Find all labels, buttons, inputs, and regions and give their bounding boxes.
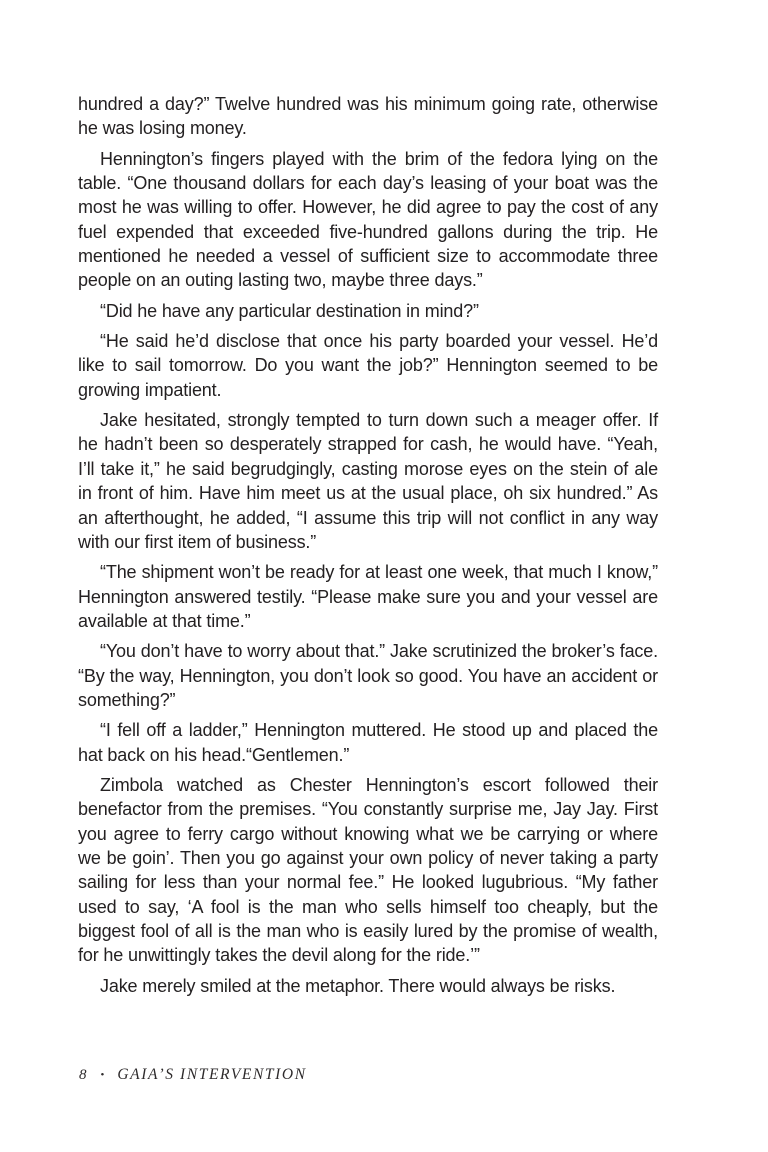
- page-footer: [79, 1066, 307, 1084]
- paragraph: Jake hesitated, strongly tempted to turn down such a meager offer. If he hadn’t been so desperately strapped for cash, he would have. “Yeah, I’ll take it,” he said begrudgingly, casting morose eyes on the stein of ale in front of him. Have him meet us at the usual place, oh six hundred.” As an afterthought, he added, “I assume this trip will not conflict in any way with our first item of business.”: [78, 410, 658, 552]
- paragraph: “The shipment won’t be ready for at least one week, that much I know,” Hennington answered testily. “Please make sure you and your vessel are available at that time.”: [78, 562, 658, 631]
- paragraph: “He said he’d disclose that once his party boarded your vessel. He’d like to sail tomorrow. Do you want the job?” Hennington seemed to be growing impatient.: [78, 331, 658, 400]
- paragraph: “You don’t have to worry about that.” Jake scrutinized the broker’s face. “By the way, Hennington, you don’t look so good. You have an accident or something?”: [78, 641, 658, 710]
- paragraph: “Did he have any particular destination in mind?”: [100, 300, 479, 321]
- page-body-text: [78, 92, 658, 1004]
- paragraph: Zimbola watched as Chester Hennington’s escort followed their benefactor from the premises. “You constantly surprise me, Jay Jay. First you agree to ferry cargo without knowing what we be carrying or where we be goin’. Then you go against your own policy of never taking a party sailing for less than your normal fee.” He looked lugubrious. “My father used to say, ‘A fool is the man who sells himself too cheaply, but the biggest fool of all is the man who is easily lured by the promise of wealth, for he unwittingly takes the devil along for the ride.’”: [78, 774, 658, 966]
- running-title: GAIA’S INTERVENTION: [117, 1066, 307, 1083]
- paragraph: “I fell off a ladder,” Hennington muttered. He stood up and placed the hat back on his head.“Gentlemen.”: [78, 720, 658, 765]
- page-number: 8: [79, 1066, 88, 1083]
- separator-bullet: •: [100, 1069, 105, 1081]
- paragraph: Hennington’s fingers played with the brim of the fedora lying on the table. “One thousand dollars for each day’s leasing of your boat was the most he was willing to offer. However, he did agree to pay the cost of any fuel expended that exceeded five-hundred gallons during the trip. He mentioned he needed a vessel of sufficient size to accommodate three people on an outing lasting two, maybe three days.”: [78, 148, 658, 291]
- paragraph: hundred a day?” Twelve hundred was his minimum going rate, otherwise he was losing money.: [78, 94, 658, 139]
- paragraph: Jake merely smiled at the metaphor. There would always be risks.: [100, 975, 616, 996]
